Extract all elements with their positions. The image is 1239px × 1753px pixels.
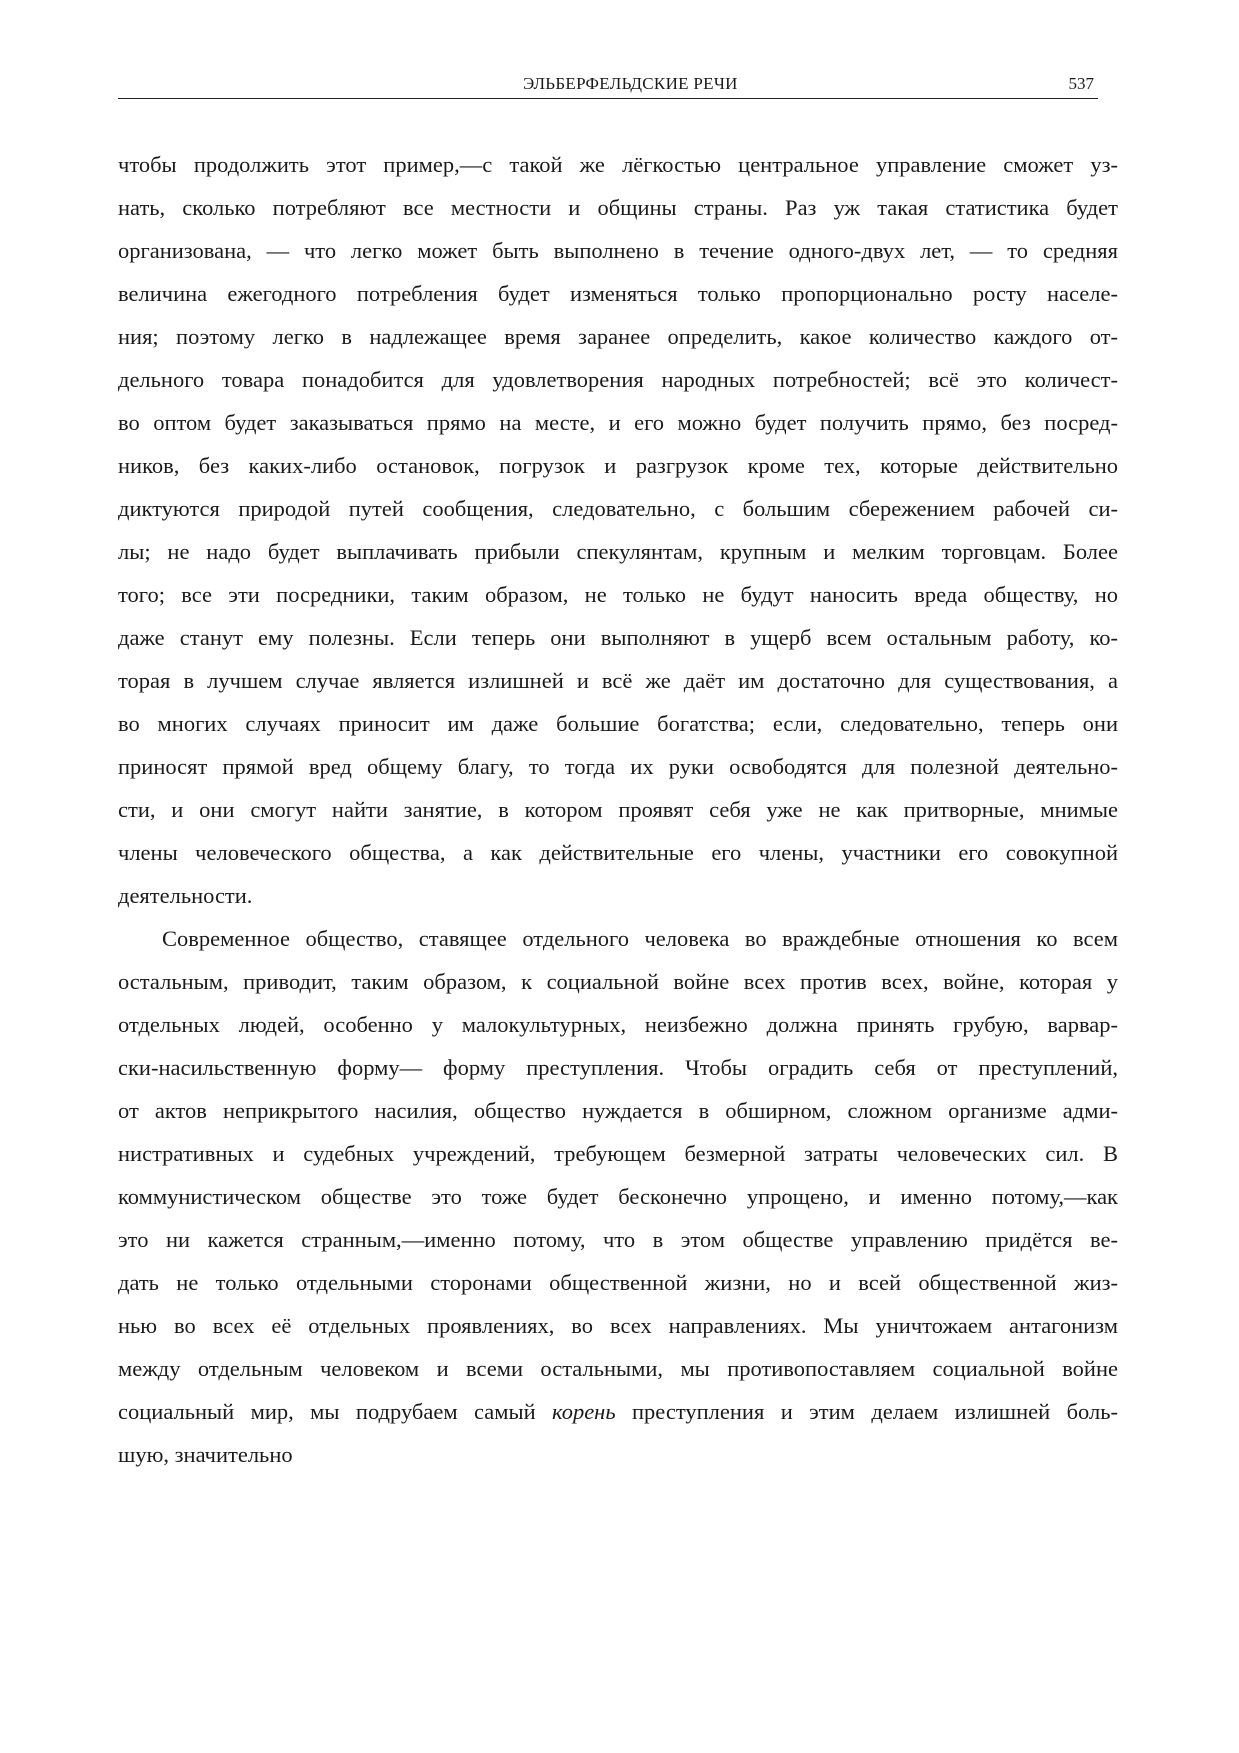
text-line: деятельности. (118, 883, 253, 908)
text-line: во многих случаях приносит им даже большие богатства; если, следовательно, теперь они (118, 711, 1118, 736)
text-line: диктуются природой путей сообщения, следовательно, с большим сбережением рабочей си- (118, 496, 1118, 521)
body-text (118, 143, 1118, 1476)
text-line: дельного товара понадобится для удовлетворения народных потребностей; всё это количест- (118, 367, 1118, 392)
italic-emphasis: корень (552, 1399, 616, 1424)
paragraph-1 (118, 143, 1118, 917)
paragraph-2 (118, 917, 1118, 1476)
text-line: это ни кажется странным,—именно потому, что в этом обществе управлению придётся ве- (118, 1227, 1118, 1252)
text-line: коммунистическом обществе это тоже будет бесконечно упрощено, и именно потому,—как (118, 1184, 1118, 1209)
text-line: нать, сколько потребляют все местности и общины страны. Раз уж такая статистика будет (118, 195, 1118, 220)
text-line: того; все эти посредники, таким образом, не только не будут наносить вреда обществу, но (118, 582, 1118, 607)
text-line: шую, значительно (118, 1442, 293, 1467)
text-line: между отдельным человеком и всеми остальными, мы противопоставляем социальной войне (118, 1356, 1118, 1381)
text-line: ния; поэтому легко в надлежащее время заранее определить, какое количество каждого от- (118, 324, 1118, 349)
text-segment: социальный мир, мы подрубаем самый (118, 1399, 553, 1424)
text-line: торая в лучшем случае является излишней и всё же даёт им достаточно для существования, а (118, 668, 1118, 693)
text-line: приносят прямой вред общему благу, то тогда их руки освободятся для полезной деятельно- (118, 754, 1118, 779)
running-header (118, 72, 1098, 99)
running-title: ЭЛЬБЕРФЕЛЬДСКИЕ РЕЧИ (523, 74, 738, 93)
text-segment: преступления и этим делаем излишней боль- (615, 1399, 1118, 1424)
text-line: величина ежегодного потребления будет изменяться только пропорционально росту населе- (118, 281, 1118, 306)
text-line: чтобы продолжить этот пример,—с такой же лёгкостью центральное управление сможет уз- (118, 152, 1118, 177)
text-line: даже станут ему полезны. Если теперь они выполняют в ущерб всем остальным работу, ко- (118, 625, 1118, 650)
text-line: отдельных людей, особенно у малокультурных, неизбежно должна принять грубую, варвар- (118, 1012, 1118, 1037)
text-line: от актов неприкрытого насилия, общество нуждается в обширном, сложном организме адми- (118, 1098, 1118, 1123)
text-line: организована, — что легко может быть выполнено в течение одного-двух лет, — то средняя (118, 238, 1118, 263)
text-line: ски-насильственную форму— форму преступления. Чтобы оградить себя от преступлений, (118, 1055, 1118, 1080)
text-line: члены человеческого общества, а как действительные его члены, участники его совокупной (118, 840, 1118, 865)
page-number: 537 (1068, 74, 1094, 93)
text-line: дать не только отдельными сторонами общественной жизни, но и всей общественной жиз- (118, 1270, 1118, 1295)
text-line: Современное общество, ставящее отдельного человека во враждебные отношения ко всем (162, 926, 1118, 951)
text-line: сти, и они смогут найти занятие, в котором проявят себя уже не как притворные, мнимые (118, 797, 1118, 822)
text-line: остальным, приводит, таким образом, к социальной войне всех против всех, войне, которая у (118, 969, 1118, 994)
text-line-with-italic (118, 1390, 1118, 1433)
text-line: нью во всех её отдельных проявлениях, во всех направлениях. Мы уничтожаем антагонизм (118, 1313, 1118, 1338)
text-line: ников, без каких-либо остановок, погрузок и разгрузок кроме тех, которые действительно (118, 453, 1118, 478)
text-line: нистративных и судебных учреждений, требующем безмерной затраты человеческих сил. В (118, 1141, 1118, 1166)
text-line: во оптом будет заказываться прямо на месте, и его можно будет получить прямо, без посред- (118, 410, 1118, 435)
text-line: лы; не надо будет выплачивать прибыли спекулянтам, крупным и мелким торговцам. Более (118, 539, 1118, 564)
